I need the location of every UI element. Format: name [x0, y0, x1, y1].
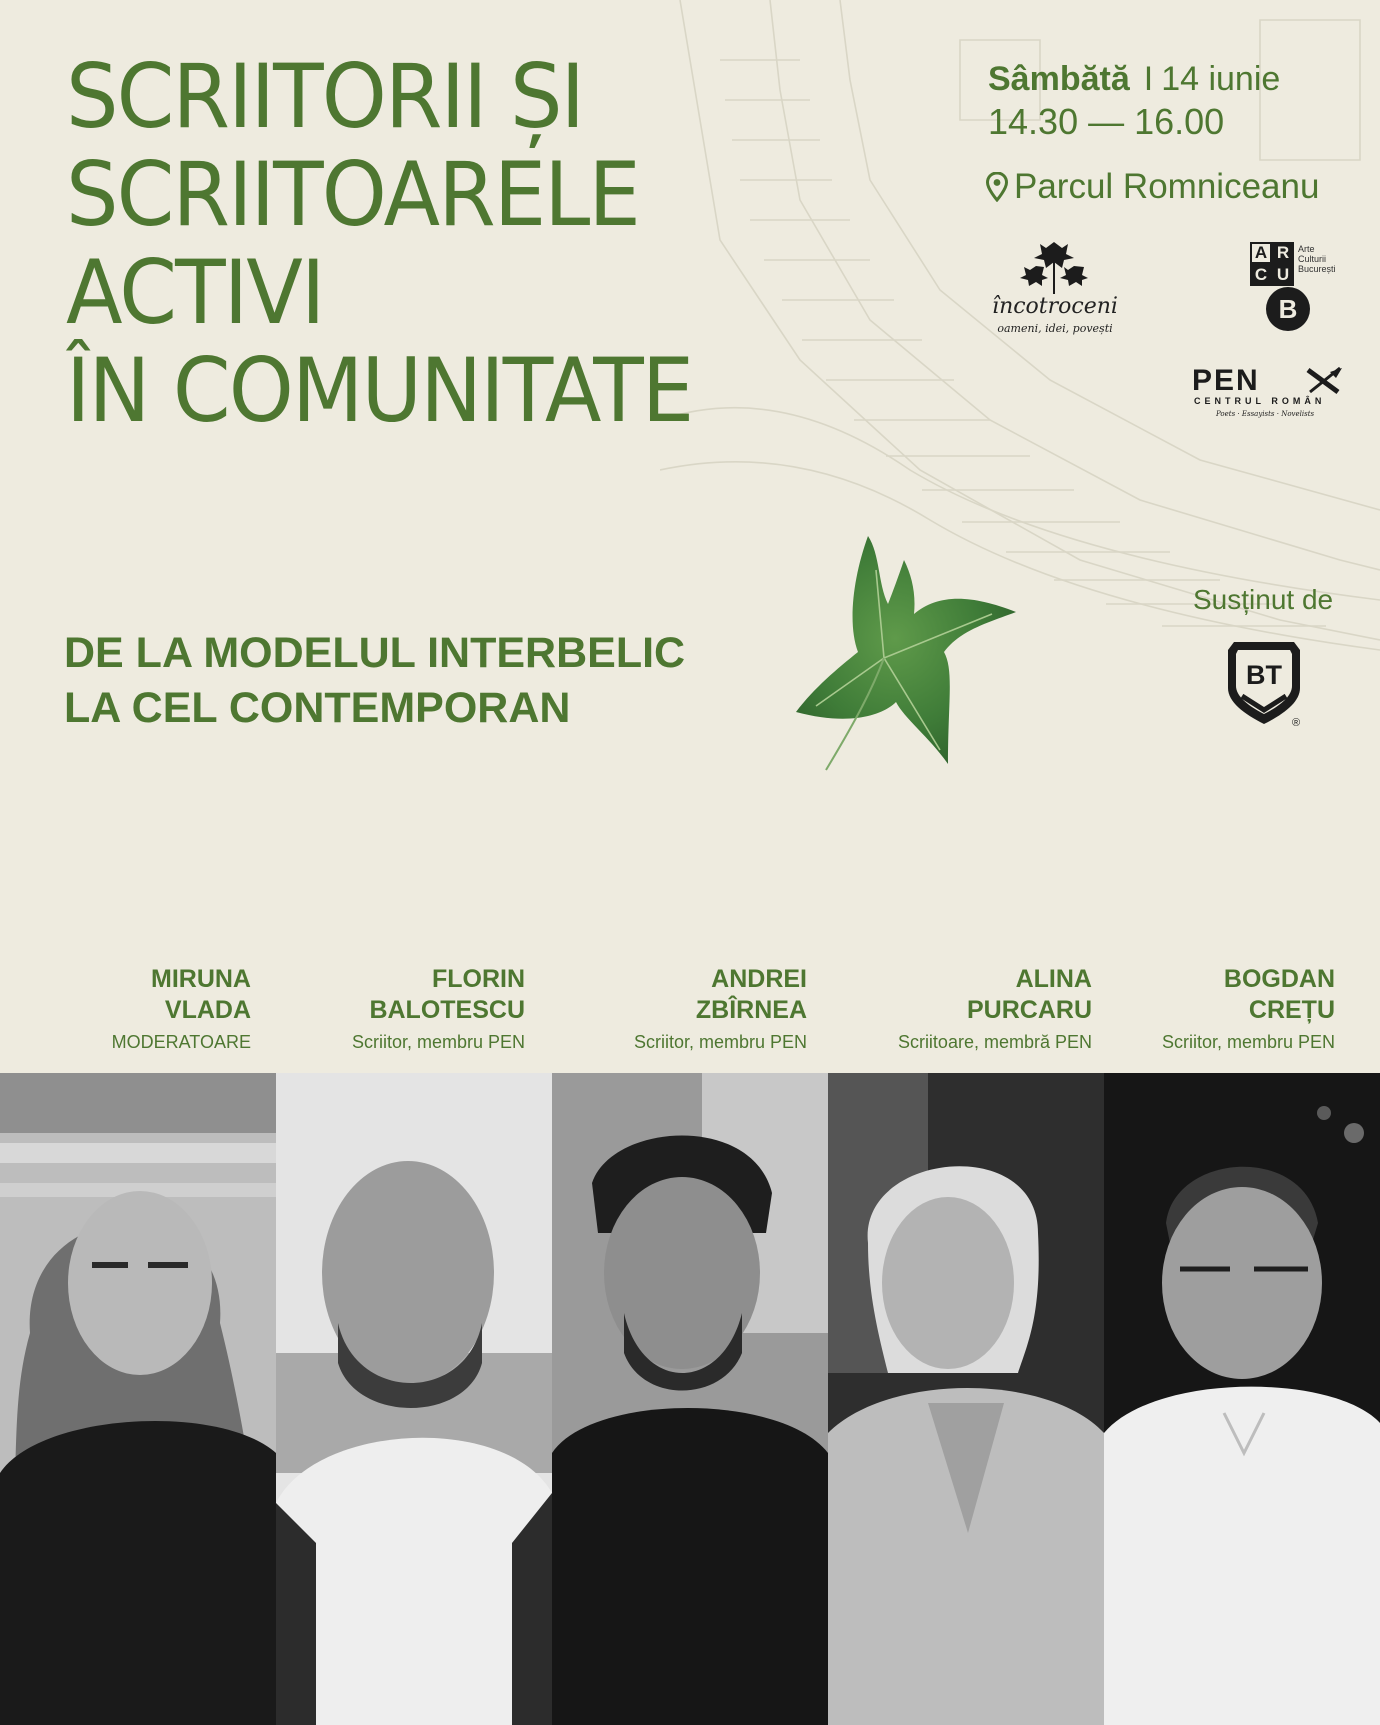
event-day: Sâmbătă — [988, 60, 1130, 98]
portrait-illustration — [276, 1073, 552, 1725]
event-title — [66, 45, 732, 442]
arcub-logo — [1250, 242, 1340, 337]
speaker-last-name: ZBÎRNEA — [695, 996, 807, 1024]
ivy-sprig-icon — [984, 236, 1126, 296]
bt-shield-icon — [1224, 636, 1304, 728]
arcub-b-circle: B — [1266, 287, 1310, 331]
speaker-role: Scriitor, membru PEN — [633, 1032, 807, 1052]
photo-bogdan-cretu — [1104, 1073, 1380, 1725]
incotroceni-tagline: oameni, idei, povești — [997, 322, 1113, 335]
portrait-illustration — [0, 1073, 276, 1725]
speaker-role: Scriitor, membru PEN — [1161, 1032, 1335, 1052]
event-time: 14.30 — 16.00 — [988, 101, 1225, 142]
pen-tagline: Poets · Essayists · Novelists — [1216, 410, 1315, 418]
title-line-4: ÎN COMUNITATE — [66, 339, 693, 442]
ivy-leaf-icon — [792, 530, 1022, 780]
photo-alina-purcaru — [828, 1073, 1104, 1725]
event-location — [986, 166, 1319, 208]
date-separator: I — [1143, 60, 1154, 98]
bt-logo — [1224, 636, 1304, 728]
speaker-first-name: ALINA — [1015, 965, 1092, 993]
bt-registered-mark: ® — [1292, 717, 1301, 728]
pen-word: PEN — [1192, 364, 1260, 397]
speaker-first-name: ANDREI — [711, 965, 807, 993]
speaker-role: Scriitoare, membră PEN — [897, 1032, 1092, 1052]
speaker-photos-strip — [0, 1073, 1380, 1725]
arcub-letter-a: A — [1250, 242, 1272, 264]
arcub-text-line-2: Culturii — [1298, 254, 1327, 264]
photo-andrei-zbirnea — [552, 1073, 828, 1725]
speaker-first-name: MIRUNA — [151, 965, 251, 993]
event-subtitle — [64, 626, 685, 736]
pen-subtitle: CENTRUL ROMÂN — [1194, 396, 1326, 406]
arcub-text-line-1: Arte — [1298, 244, 1315, 254]
speaker-last-name: BALOTESCU — [369, 996, 525, 1024]
title-line-3: ACTIVI — [66, 241, 324, 344]
speaker-last-name: CREȚU — [1248, 996, 1335, 1024]
arcub-letter-c: C — [1250, 264, 1272, 286]
speaker-last-name: PURCARU — [967, 996, 1092, 1024]
pen-romania-logo — [1192, 364, 1342, 426]
pen-quill-x-icon — [1304, 366, 1344, 396]
speaker-role: MODERATOARE — [111, 1032, 251, 1052]
arcub-letter-grid — [1250, 242, 1294, 286]
speaker-alina-purcaru — [898, 964, 1092, 1054]
speaker-bogdan-cretu — [1162, 964, 1335, 1054]
subtitle-line-2: LA CEL CONTEMPORAN — [64, 684, 571, 732]
arcub-letter-u: U — [1272, 264, 1294, 286]
bt-letters: BT — [1246, 660, 1282, 690]
speaker-florin-balotescu — [352, 964, 525, 1054]
portrait-illustration — [552, 1073, 828, 1725]
speaker-first-name: FLORIN — [431, 965, 525, 993]
location-name: Parcul Romniceanu — [1014, 167, 1320, 206]
subtitle-line-1: DE LA MODELUL INTERBELIC — [64, 629, 686, 677]
incotroceni-logo — [984, 236, 1126, 342]
support-label: Susținut de — [1193, 584, 1334, 615]
speaker-andrei-zbirnea — [634, 964, 807, 1054]
location-pin-icon — [986, 172, 1008, 202]
title-line-1: SCRIITORII ȘI — [66, 45, 584, 148]
arcub-text-line-3: București — [1298, 264, 1336, 274]
arcub-letter-r: R — [1272, 242, 1294, 264]
portrait-illustration — [1104, 1073, 1380, 1725]
portrait-illustration — [828, 1073, 1104, 1725]
arcub-text — [1298, 244, 1336, 274]
speaker-last-name: VLADA — [164, 996, 251, 1024]
speaker-miruna-vlada — [112, 964, 251, 1054]
speaker-role: Scriitor, membru PEN — [351, 1032, 525, 1052]
photo-florin-balotescu — [276, 1073, 552, 1725]
title-line-2: SCRIITOARELE — [66, 143, 639, 246]
speaker-first-name: BOGDAN — [1223, 965, 1335, 993]
event-date — [988, 58, 1280, 100]
event-date-value: 14 iunie — [1161, 60, 1281, 98]
photo-miruna-vlada — [0, 1073, 276, 1725]
incotroceni-name: încotroceni — [992, 294, 1118, 319]
